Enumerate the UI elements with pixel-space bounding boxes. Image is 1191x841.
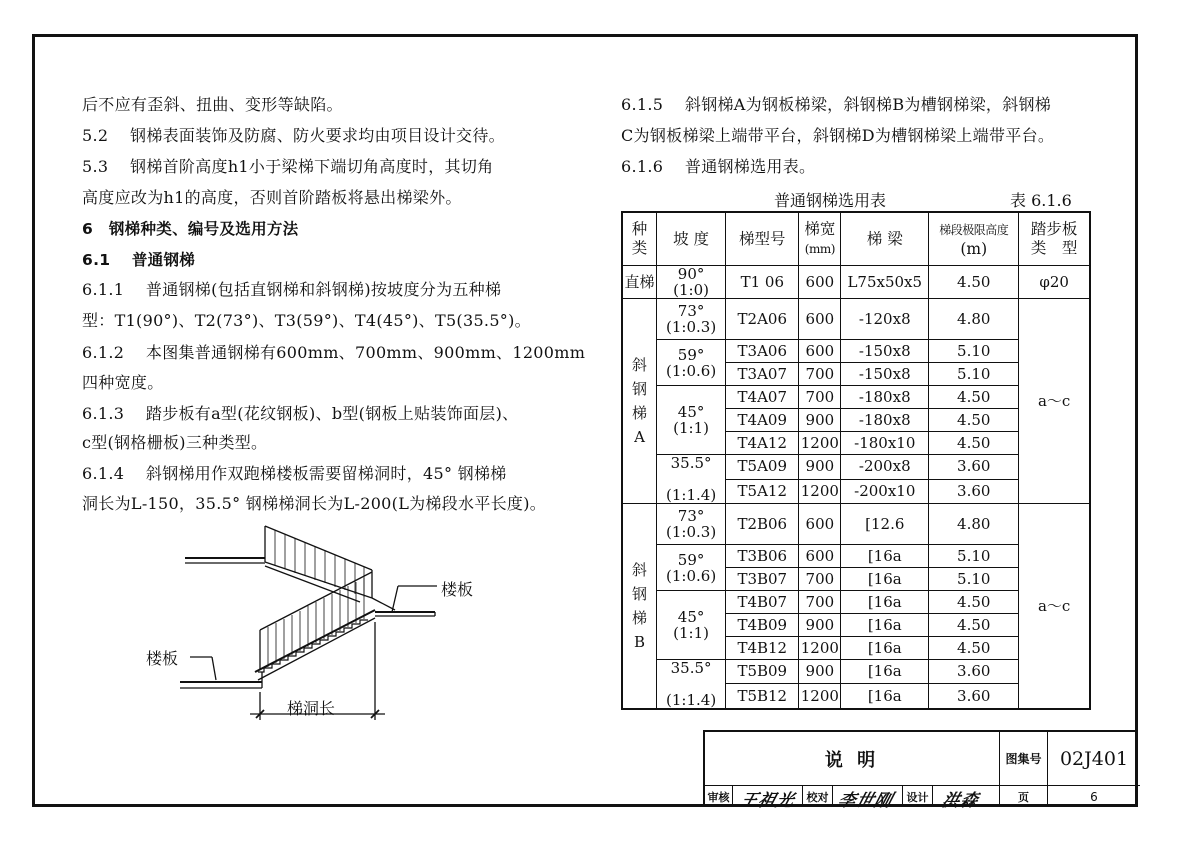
beam-cell: L75x50x5: [841, 266, 929, 299]
paragraph-6-1-4: 6.1.4 斜钢梯用作双跑梯楼板需要留梯洞时，45° 钢梯梯: [82, 464, 507, 483]
table-number: 表 6.1.6: [1010, 191, 1072, 210]
slope-cell: 59° (1:0.6): [657, 340, 726, 386]
slope-cell: 59° (1:0.6): [657, 545, 726, 591]
slope-cell: 90° (1:0): [657, 266, 726, 299]
height-cell: 4.50: [929, 614, 1019, 637]
figure-label-opening-length: 梯洞长: [287, 699, 336, 718]
page-label: 页: [1000, 786, 1048, 807]
width-cell: 600: [799, 266, 841, 299]
paragraph-line: 高度应改为h1的高度，否则首阶踏板将悬出梯梁外。: [82, 188, 462, 207]
beam-cell: [16a: [841, 614, 929, 637]
header-beam: 梯 梁: [841, 212, 929, 266]
slope-cell: 73° (1:0.3): [657, 299, 726, 340]
tread-cell: a～c: [1019, 504, 1090, 710]
width-cell: 700: [799, 363, 841, 386]
height-cell: 4.50: [929, 386, 1019, 409]
width-cell: 700: [799, 568, 841, 591]
table-row: [622, 299, 1090, 340]
paragraph-5-2: 5.2 钢梯表面装饰及防腐、防火要求均由项目设计交待。: [82, 126, 505, 145]
height-cell: 4.50: [929, 266, 1019, 299]
page-number: 6: [1090, 789, 1098, 804]
section-heading-6-1: 6.1 普通钢梯: [82, 251, 196, 269]
table-header-row: [622, 212, 1090, 266]
header-slope: 坡 度: [657, 212, 726, 266]
review-label: 审核: [705, 786, 733, 807]
height-cell: 4.50: [929, 432, 1019, 455]
model-cell: T4A07: [726, 386, 799, 409]
paragraph-6-1-3: 6.1.3 踏步板有a型(花纹钢板)、b型(钢板上贴装饰面层)、: [82, 404, 519, 423]
beam-cell: [16a: [841, 591, 929, 614]
width-cell: 600: [799, 504, 841, 545]
header-height: 梯段极限高度 (m): [929, 212, 1019, 266]
header-kind: 种 类: [622, 212, 657, 266]
model-cell: T3B06: [726, 545, 799, 568]
model-cell: T4A12: [726, 432, 799, 455]
paragraph-line: 四种宽度。: [82, 373, 164, 392]
height-cell: 3.60: [929, 684, 1019, 709]
beam-cell: -200x10: [841, 479, 929, 504]
model-cell: T5A09: [726, 455, 799, 480]
beam-cell: -200x8: [841, 455, 929, 480]
paragraph-line: 型：T1(90°)、T2(73°)、T3(59°)、T4(45°)、T5(35.5°)。: [82, 311, 531, 330]
beam-cell: [16a: [841, 568, 929, 591]
height-cell: 4.50: [929, 409, 1019, 432]
height-cell: 4.80: [929, 299, 1019, 340]
beam-cell: -150x8: [841, 363, 929, 386]
check-signature-cell: [833, 786, 903, 811]
section-heading-6: 6 钢梯种类、编号及选用方法: [82, 220, 299, 238]
width-cell: 600: [799, 299, 841, 340]
height-cell: 3.60: [929, 660, 1019, 684]
width-cell: 700: [799, 386, 841, 409]
paragraph-6-1-1: 6.1.1 普通钢梯(包括直钢梯和斜钢梯)按坡度分为五种梯: [82, 280, 502, 299]
tread-cell: φ20: [1019, 266, 1090, 299]
height-cell: 4.50: [929, 637, 1019, 660]
model-cell: T2A06: [726, 299, 799, 340]
check-label: 校对: [803, 786, 833, 807]
width-cell: 1200: [799, 479, 841, 504]
design-label: 设计: [903, 786, 933, 807]
paragraph-line: 后不应有歪斜、扭曲、变形等缺陷。: [82, 95, 343, 114]
width-cell: 900: [799, 660, 841, 684]
header-tread: 踏步板 类 型: [1019, 212, 1090, 266]
width-cell: 600: [799, 545, 841, 568]
model-cell: T3B07: [726, 568, 799, 591]
height-cell: 5.10: [929, 568, 1019, 591]
width-cell: 900: [799, 614, 841, 637]
model-cell: T1 06: [726, 266, 799, 299]
stair-opening-diagram: [150, 520, 500, 725]
model-cell: T4B12: [726, 637, 799, 660]
header-width: 梯宽 (mm): [799, 212, 841, 266]
figure-label-floor: 楼板: [441, 580, 474, 599]
paragraph-6-1-2: 6.1.2 本图集普通钢梯有600mm、700mm、900mm、1200mm: [82, 343, 586, 362]
model-cell: T5A12: [726, 479, 799, 504]
model-cell: T5B12: [726, 684, 799, 709]
model-cell: T3A06: [726, 340, 799, 363]
paragraph-5-3: 5.3 钢梯首阶高度h1小于梁梯下端切角高度时，其切角: [82, 157, 494, 176]
paragraph-line: 洞长为L-150，35.5° 钢梯梯洞长为L-200(L为梯段水平长度)。: [82, 494, 547, 513]
review-signature-cell: [733, 786, 803, 811]
kind-cell-B: 斜 钢 梯 B: [622, 504, 657, 710]
atlas-number: 02J401: [1048, 732, 1140, 786]
table-title: 普通钢梯选用表: [774, 191, 887, 210]
width-cell: 1200: [799, 637, 841, 660]
height-cell: 5.10: [929, 363, 1019, 386]
title-block-title: 说 明: [705, 732, 1000, 786]
title-block: [703, 730, 1138, 811]
beam-cell: -150x8: [841, 340, 929, 363]
table-row: [622, 504, 1090, 545]
figure-label-floor: 楼板: [146, 649, 179, 668]
review-signature: 王祖光: [737, 791, 798, 811]
beam-cell: -180x8: [841, 409, 929, 432]
width-cell: 900: [799, 409, 841, 432]
beam-cell: [16a: [841, 637, 929, 660]
slope-cell: 45° (1:1): [657, 591, 726, 660]
paragraph-line: C为钢板梯梁上端带平台，斜钢梯D为槽钢梯梁上端带平台。: [621, 126, 1055, 145]
height-cell: 4.80: [929, 504, 1019, 545]
design-signature: 洪森: [939, 791, 982, 811]
atlas-number-label: 图集号: [1000, 732, 1048, 786]
model-cell: T2B06: [726, 504, 799, 545]
check-signature: 李世刚: [835, 791, 896, 811]
beam-cell: -120x8: [841, 299, 929, 340]
height-cell: 5.10: [929, 545, 1019, 568]
paragraph-6-1-6: 6.1.6 普通钢梯选用表。: [621, 157, 816, 176]
beam-cell: [12.6: [841, 504, 929, 545]
width-cell: 700: [799, 591, 841, 614]
beam-cell: -180x10: [841, 432, 929, 455]
width-cell: 1200: [799, 684, 841, 709]
beam-cell: [16a: [841, 660, 929, 684]
slope-cell: 35.5° (1:1.4): [657, 660, 726, 710]
paragraph-6-1-5: 6.1.5 斜钢梯A为钢板梯梁，斜钢梯B为槽钢梯梁，斜钢梯: [621, 95, 1052, 114]
steel-stair-selection-table: [621, 211, 1091, 710]
tread-cell: a～c: [1019, 299, 1090, 504]
kind-cell-A: 斜 钢 梯 A: [622, 299, 657, 504]
header-model: 梯型号: [726, 212, 799, 266]
width-cell: 1200: [799, 432, 841, 455]
height-cell: 3.60: [929, 479, 1019, 504]
model-cell: T4B07: [726, 591, 799, 614]
height-cell: 3.60: [929, 455, 1019, 480]
beam-cell: [16a: [841, 684, 929, 709]
height-cell: 4.50: [929, 591, 1019, 614]
model-cell: T3A07: [726, 363, 799, 386]
width-cell: 900: [799, 455, 841, 480]
model-cell: T4A09: [726, 409, 799, 432]
paragraph-line: c型(钢格栅板)三种类型。: [82, 433, 268, 452]
slope-cell: 73° (1:0.3): [657, 504, 726, 545]
width-cell: 600: [799, 340, 841, 363]
slope-cell: 45° (1:1): [657, 386, 726, 455]
design-signature-cell: [933, 786, 1000, 811]
model-cell: T5B09: [726, 660, 799, 684]
height-cell: 5.10: [929, 340, 1019, 363]
slope-cell: 35.5° (1:1.4): [657, 455, 726, 504]
beam-cell: [16a: [841, 545, 929, 568]
table-row: [622, 266, 1090, 299]
beam-cell: -180x8: [841, 386, 929, 409]
model-cell: T4B09: [726, 614, 799, 637]
kind-cell: 直梯: [622, 266, 657, 299]
